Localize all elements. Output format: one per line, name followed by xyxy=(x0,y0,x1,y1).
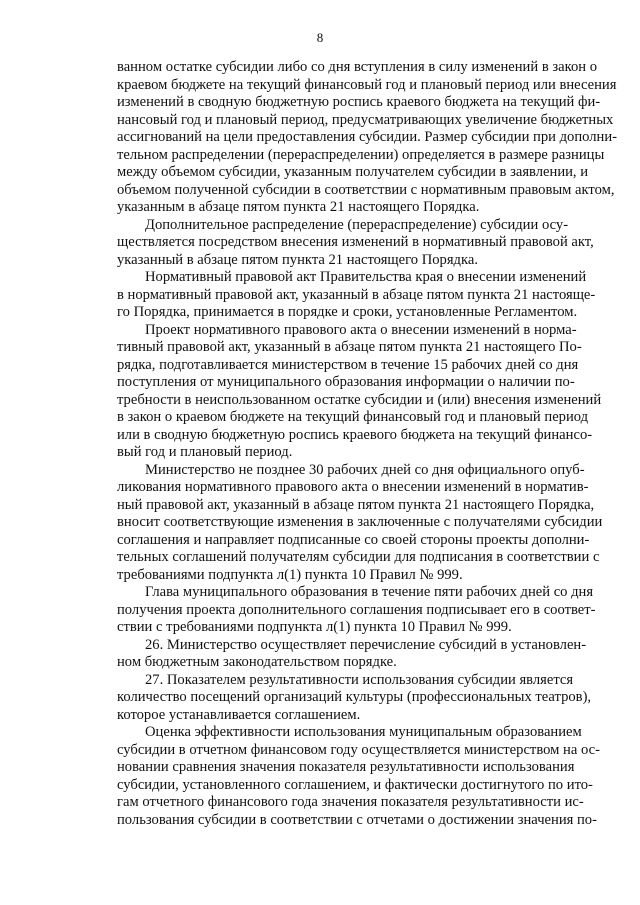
text-line: Нормативный правовой акт Правительства края о внесении изменений xyxy=(145,269,587,285)
text-line: нансовый год и плановый период, предусматривающих увеличение бюджетных xyxy=(117,111,614,128)
text-line: изменений в сводную бюджетную роспись краевого бюджета на текущий фи- xyxy=(117,94,601,110)
text-line: Оценка эффективности использования муниципальным образованием xyxy=(145,724,582,740)
text-line: указанным в абзаце пятом пункта 21 настоящего Порядка. xyxy=(117,199,480,215)
text-line: тельном распределении (перераспределении) определяется в размере разницы xyxy=(117,146,605,163)
text-line: объемом полученной субсидии в соответствии с нормативным правовым актом, xyxy=(117,181,615,198)
text-line: тельных соглашений получателям субсидии для подписания в соответствии с xyxy=(117,549,600,565)
paragraph xyxy=(117,461,603,585)
text-line: пользования субсидии в соответствии с отчетами о достижении значения по- xyxy=(117,811,597,828)
text-line: или в сводную бюджетную роспись краевого бюджета на текущий финансо- xyxy=(117,426,593,443)
paragraph xyxy=(117,59,617,217)
text-line: количество посещений организаций культуры (профессиональных театров), xyxy=(117,689,592,705)
paragraph xyxy=(117,724,600,829)
text-line: ликования нормативного правового акта о внесении изменений в норматив- xyxy=(117,479,589,495)
text-line: Глава муниципального образования в течение пяти рабочих дней со дня xyxy=(145,584,594,600)
text-line: указанный в абзаце пятом пункта 21 настоящего Порядка. xyxy=(117,251,478,268)
text-line: в нормативный правовой акт, указанный в абзаце пятом пункта 21 настояще- xyxy=(117,286,596,303)
text-line: поступления от муниципального образования информации о наличии по- xyxy=(117,374,575,390)
text-line: ществляется посредством внесения изменений в нормативный правовой акт, xyxy=(117,234,594,250)
text-line: требованиями подпункта л(1) пункта 10 Правил № 999. xyxy=(117,566,463,583)
text-line: Дополнительное распределение (перераспределение) субсидии осу- xyxy=(145,216,569,233)
text-line: Министерство не позднее 30 рабочих дней со дня официального опуб- xyxy=(145,461,585,478)
text-line: ванном остатке субсидии либо со дня вступления в силу изменений в закон о xyxy=(117,59,597,75)
text-line: Проект нормативного правового акта о внесении изменений в норма- xyxy=(145,321,577,338)
paragraph xyxy=(117,216,594,270)
text-line: ствии с требованиями подпункта л(1) пункта 10 Правил № 999. xyxy=(117,619,512,635)
text-line: требности в неиспользованном остатке субсидии и (или) внесения изменений xyxy=(117,391,602,408)
text-line: вый год и плановый период. xyxy=(117,444,293,460)
text-line: 26. Министерство осуществляет перечисление субсидий в установлен- xyxy=(145,636,587,653)
text-line: ассигнований на цели предоставления субсидии. Размер субсидии при дополни- xyxy=(117,129,617,145)
text-line: которое устанавливается соглашением. xyxy=(117,706,361,723)
text-line: го Порядка, принимается в порядке и сроки, установленные Регламентом. xyxy=(117,304,578,320)
text-line: рядка, подготавливается министерством в течение 15 рабочих дней со дня xyxy=(117,356,579,373)
text-line: субсидии, установленного соглашением, и фактически достигнутого по ито- xyxy=(117,776,593,793)
text-line: ный правовой акт, указанный в абзаце пятом пункта 21 настоящего Порядка, xyxy=(117,496,595,513)
text-line: гам отчетного финансового года значения показателя результативности ис- xyxy=(117,794,584,810)
paragraph xyxy=(117,584,596,637)
text-line: новании сравнения значения показателя результативности использования xyxy=(117,759,575,775)
paragraph xyxy=(117,321,602,462)
text-line: ном бюджетным законодательством порядке. xyxy=(117,654,397,670)
paragraph xyxy=(117,269,596,322)
text-line: тивный правовой акт, указанный в абзаце пятом пункта 21 настоящего По- xyxy=(117,339,582,355)
page-number: 8 xyxy=(316,30,324,45)
text-line: получения проекта дополнительного соглашения подписывает его в соответ- xyxy=(117,601,596,618)
text-line: соглашения и направляет подписанные со своей стороны проекты дополни- xyxy=(117,531,590,548)
document-body xyxy=(117,59,617,829)
paragraph xyxy=(117,636,587,672)
text-line: 27. Показателем результативности использования субсидии является xyxy=(145,671,574,688)
text-line: между объемом субсидии, указанным получателем субсидии в заявлении, и xyxy=(117,164,589,180)
text-line: вносит соответствующие изменения в заключенные с получателями субсидии xyxy=(117,514,603,530)
text-line: краевом бюджете на текущий финансовый год и плановый период или внесения xyxy=(117,76,617,93)
text-line: субсидии в отчетном финансовом году осуществляется министерством на ос- xyxy=(117,741,600,758)
text-line: в закон о краевом бюджете на текущий финансовый год и плановый период xyxy=(117,409,589,425)
paragraph xyxy=(117,671,592,725)
